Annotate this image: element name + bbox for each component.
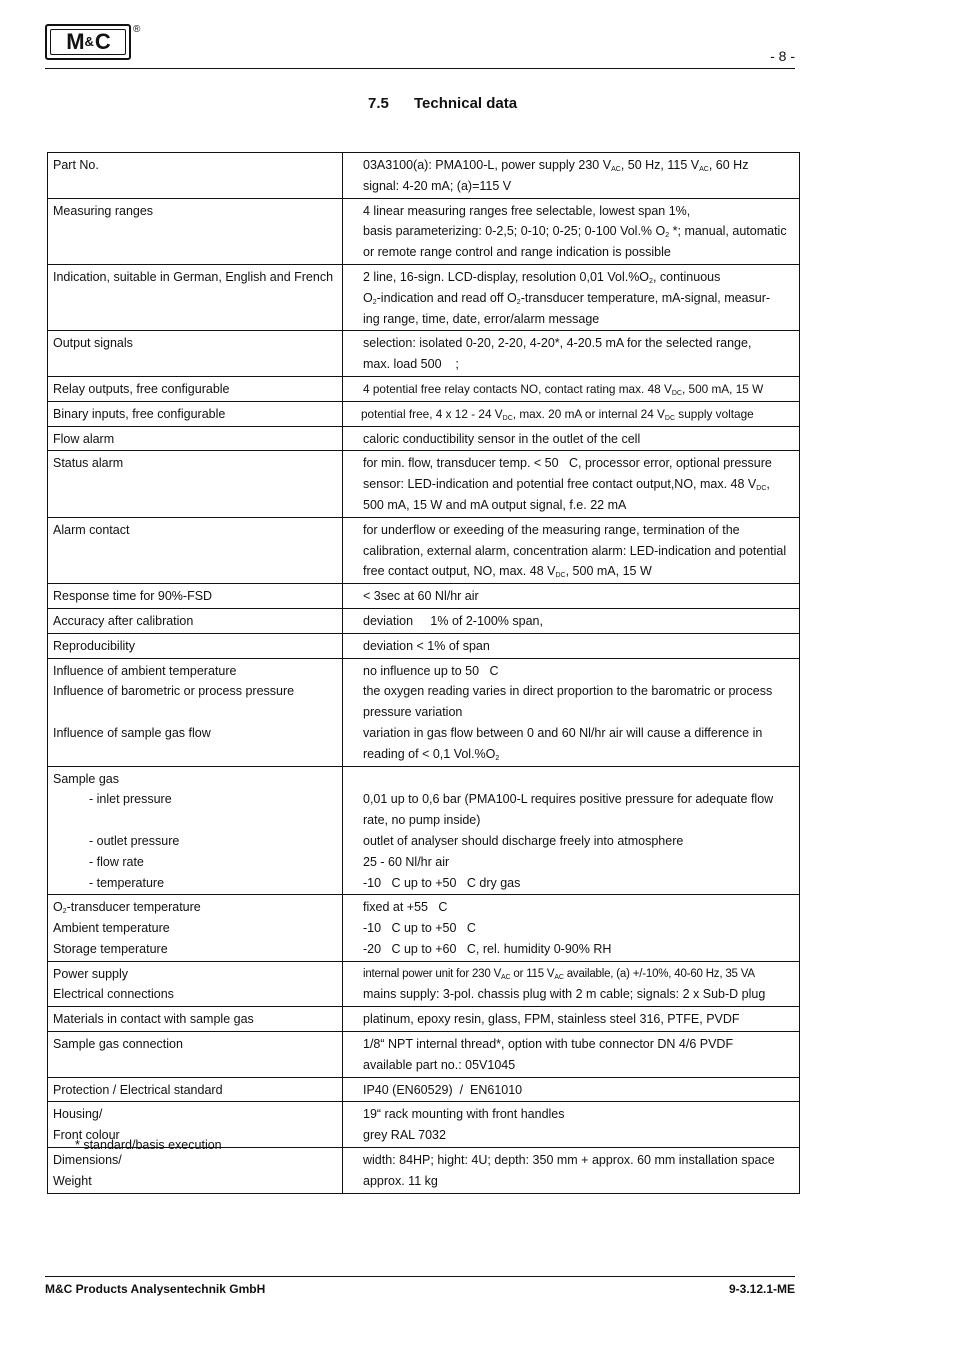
spec-label: Ambient temperature xyxy=(53,921,170,936)
spec-label-cell xyxy=(48,1077,343,1102)
spec-value-cell xyxy=(343,1077,800,1102)
spec-value-cell xyxy=(343,658,800,766)
spec-label: Part No. xyxy=(53,158,99,172)
label-text: O xyxy=(53,900,63,915)
spec-value: for min. flow, transducer temp. < 50 C, processor error, optional pressure xyxy=(363,456,772,471)
spec-label-cell xyxy=(48,264,343,330)
value-text: supply voltage xyxy=(675,406,754,421)
header-divider xyxy=(45,68,795,69)
spec-value-cell xyxy=(343,1032,800,1078)
table-row xyxy=(48,401,800,426)
table-row xyxy=(48,1148,800,1194)
table-row xyxy=(48,633,800,658)
spec-value: < 3sec at 60 Nl/hr air xyxy=(363,589,479,604)
spec-label-spacer xyxy=(53,810,337,831)
subscript: DC xyxy=(555,572,566,580)
spec-value: for underflow or exeeding of the measuring range, termination of the xyxy=(363,522,740,537)
table-row xyxy=(48,1032,800,1078)
spec-value xyxy=(363,744,794,765)
spec-label: Dimensions/ xyxy=(53,1153,122,1168)
spec-value-cell xyxy=(343,451,800,517)
table-row xyxy=(48,658,800,766)
subscript: 2 xyxy=(516,298,521,306)
spec-value: deviation 1% of 2-100% span, xyxy=(363,613,543,628)
spec-value: -10 C up to +50 C dry gas xyxy=(363,875,521,890)
spec-label-cell xyxy=(48,451,343,517)
spec-label: Binary inputs, free configurable xyxy=(53,406,226,421)
spec-value: fixed at +55 C xyxy=(363,900,448,915)
spec-sublabel: - inlet pressure xyxy=(89,792,172,807)
spec-label-cell xyxy=(48,517,343,583)
footer-company: M&C Products Analysentechnik GmbH xyxy=(45,1282,266,1296)
spec-label-cell xyxy=(48,633,343,658)
technical-data-table xyxy=(47,152,800,1194)
spec-value-cell xyxy=(343,1102,800,1148)
spec-value: 19“ rack mounting with front handles xyxy=(363,1107,565,1122)
subscript: DC xyxy=(671,389,682,397)
spec-label-spacer xyxy=(53,702,337,723)
table-row xyxy=(48,895,800,961)
spec-value: width: 84HP; hight: 4U; depth: 350 mm + approx. 60 mm installation space xyxy=(363,1153,775,1168)
logo-lettering xyxy=(50,29,126,55)
spec-label-cell xyxy=(48,198,343,264)
table-row xyxy=(48,584,800,609)
subscript: AC xyxy=(501,973,511,981)
spec-value: signal: 4-20 mA; (a)=115 V xyxy=(363,178,512,193)
spec-value: pressure variation xyxy=(363,705,463,720)
spec-value: selection: isolated 0-20, 2-20, 4-20*, 4-20.5 mA for the selected range, xyxy=(363,336,752,351)
spec-value: platinum, epoxy resin, glass, FPM, stainless steel 316, PTFE, PVDF xyxy=(363,1012,740,1027)
spec-value xyxy=(363,561,794,582)
spec-sublabel: - outlet pressure xyxy=(89,833,180,848)
label-text: -transducer temperature xyxy=(66,900,201,915)
spec-value-cell xyxy=(343,264,800,330)
table-row xyxy=(48,961,800,1007)
spec-value xyxy=(361,404,794,425)
value-text: , max. 20 mA or internal 24 V xyxy=(512,406,665,421)
spec-sublabel: - temperature xyxy=(89,875,165,890)
spec-label-cell xyxy=(48,584,343,609)
value-text: -transducer temperature, mA-signal, measur- xyxy=(520,290,771,305)
value-text: , xyxy=(766,477,770,492)
spec-label-cell xyxy=(48,401,343,426)
spec-value: available part no.: 05V1045 xyxy=(363,1057,516,1072)
spec-label: Influence of barometric or process pressure xyxy=(53,684,295,699)
table-row xyxy=(48,264,800,330)
spec-value: 25 - 60 Nl/hr air xyxy=(363,854,450,869)
spec-label-cell xyxy=(48,895,343,961)
spec-value xyxy=(363,288,794,309)
spec-value: 500 mA, 15 W and mA output signal, f.e. 22 mA xyxy=(363,497,627,512)
value-text: free contact output, NO, max. 48 V xyxy=(363,564,556,579)
spec-label-cell xyxy=(48,658,343,766)
spec-value: mains supply: 3-pol. chassis plug with 2 m cable; signals: 2 x Sub-D plug xyxy=(363,987,766,1002)
spec-label: Materials in contact with sample gas xyxy=(53,1012,254,1027)
spec-label xyxy=(53,897,337,918)
spec-sublabel: - flow rate xyxy=(89,854,144,869)
subscript: DC xyxy=(502,414,513,422)
spec-value-cell xyxy=(343,198,800,264)
spec-value-cell xyxy=(343,517,800,583)
registered-mark: ® xyxy=(133,24,141,35)
spec-value-cell xyxy=(343,633,800,658)
spec-value: deviation < 1% of span xyxy=(363,638,490,653)
spec-label: Power supply xyxy=(53,966,129,981)
spec-label: Accuracy after calibration xyxy=(53,613,194,628)
spec-value: -20 C up to +60 C, rel. humidity 0-90% RH xyxy=(363,941,612,956)
spec-label: Response time for 90%-FSD xyxy=(53,589,213,604)
spec-value xyxy=(363,221,794,242)
spec-value-cell xyxy=(343,584,800,609)
table-row xyxy=(48,426,800,451)
table-row xyxy=(48,517,800,583)
value-text: 4 potential free relay contacts NO, contact rating max. 48 V xyxy=(363,381,672,396)
spec-label-cell xyxy=(48,1032,343,1078)
spec-value-cell xyxy=(343,608,800,633)
spec-label-cell xyxy=(48,961,343,1007)
value-text: , 60 Hz xyxy=(708,158,749,172)
table-row xyxy=(48,198,800,264)
footer-doc-number: 9-3.12.1-ME xyxy=(728,1282,795,1296)
logo-letter-m: M xyxy=(66,29,84,54)
spec-label: Sample gas connection xyxy=(53,1037,183,1052)
spec-value-cell xyxy=(343,376,800,401)
spec-value: variation in gas flow between 0 and 60 Nl/hr air will cause a difference in xyxy=(363,725,763,740)
subscript: 2 xyxy=(62,908,67,916)
spec-label-cell xyxy=(48,153,343,199)
value-text: 03A3100(a): PMA100-L, power supply 230 V xyxy=(363,158,612,172)
spec-value-spacer xyxy=(363,769,794,790)
spec-value-cell xyxy=(343,766,800,895)
spec-value: IP40 (EN60529) / EN61010 xyxy=(363,1082,523,1097)
spec-label-cell xyxy=(48,1148,343,1194)
table-row xyxy=(48,766,800,895)
spec-label: Housing/ xyxy=(53,1107,103,1122)
spec-label: Electrical connections xyxy=(53,987,174,1002)
spec-label: Protection / Electrical standard xyxy=(53,1082,223,1097)
table-row xyxy=(48,1007,800,1032)
table-row xyxy=(48,608,800,633)
spec-label: Influence of sample gas flow xyxy=(53,725,211,740)
value-text: internal power unit for 230 V xyxy=(363,967,502,980)
spec-value-cell xyxy=(343,1148,800,1194)
spec-label-cell xyxy=(48,426,343,451)
table-row xyxy=(48,1077,800,1102)
subscript: DC xyxy=(664,414,676,422)
spec-value: the oxygen reading varies in direct proportion to the baromatric or process xyxy=(363,684,773,699)
table-row xyxy=(48,376,800,401)
value-text: , 50 Hz, 115 V xyxy=(620,158,700,172)
spec-label: Influence of ambient temperature xyxy=(53,663,237,678)
spec-value-cell xyxy=(343,1007,800,1032)
spec-value-cell xyxy=(343,895,800,961)
spec-label: Reproducibility xyxy=(53,638,135,653)
spec-label: Alarm contact xyxy=(53,522,130,537)
value-text: basis parameterizing: 0-2,5; 0-10; 0-25; 0-100 Vol.% O xyxy=(363,224,666,239)
spec-value: -10 C up to +50 C xyxy=(363,921,476,936)
spec-label-cell xyxy=(48,608,343,633)
spec-value: ing range, time, date, error/alarm message xyxy=(363,311,600,326)
spec-label-cell xyxy=(48,331,343,377)
spec-value: or remote range control and range indication is possible xyxy=(363,245,671,260)
spec-label: Measuring ranges xyxy=(53,203,154,218)
spec-value: 4 linear measuring ranges free selectable, lowest span 1%, xyxy=(363,203,691,218)
spec-value: caloric conductibility sensor in the outlet of the cell xyxy=(363,431,641,446)
section-title: Technical data xyxy=(414,95,518,112)
spec-label: Indication, suitable in German, English and French xyxy=(53,269,334,284)
section-heading xyxy=(368,95,517,112)
spec-label: Output signals xyxy=(53,336,133,351)
value-text: potential free, 4 x 12 - 24 V xyxy=(361,406,503,421)
spec-value-cell xyxy=(343,426,800,451)
table-row xyxy=(48,331,800,377)
footer-divider xyxy=(45,1276,795,1277)
table-row xyxy=(48,153,800,199)
spec-value xyxy=(363,155,794,176)
subscript: DC xyxy=(756,485,767,493)
subscript: AC xyxy=(699,166,709,173)
spec-label: Status alarm xyxy=(53,456,124,471)
value-text: , 500 mA, 15 W xyxy=(681,381,764,396)
spec-value xyxy=(363,267,794,288)
spec-label: Sample gas xyxy=(53,771,120,786)
page-number: - 8 - xyxy=(770,48,795,64)
subscript: AC xyxy=(611,166,621,173)
footnote: * standard/basis execution xyxy=(75,1138,222,1152)
spec-label: Flow alarm xyxy=(53,431,115,446)
subscript: 2 xyxy=(665,232,670,240)
spec-value-cell xyxy=(343,961,800,1007)
value-text: available, (a) +/-10%, 40-60 Hz, 35 VA xyxy=(563,967,755,980)
spec-label: Weight xyxy=(53,1173,92,1188)
value-text: reading of < 0,1 Vol.%O xyxy=(363,746,496,761)
logo-ampersand: & xyxy=(84,33,94,49)
spec-value xyxy=(363,964,794,985)
table-row xyxy=(48,451,800,517)
value-text: -indication and read off O xyxy=(376,290,517,305)
value-text: sensor: LED-indication and potential free contact output,NO, max. 48 V xyxy=(363,477,757,492)
spec-label-cell xyxy=(48,1007,343,1032)
spec-value: max. load 500 ; xyxy=(363,357,459,372)
spec-label: Storage temperature xyxy=(53,941,168,956)
spec-value-cell xyxy=(343,331,800,377)
subscript: 2 xyxy=(649,277,653,285)
value-text: , 500 mA, 15 W xyxy=(565,564,652,579)
section-number: 7.5 xyxy=(368,95,389,112)
spec-value: rate, no pump inside) xyxy=(363,813,481,828)
spec-value: calibration, external alarm, concentration alarm: LED-indication and potential xyxy=(363,543,787,558)
spec-value: no influence up to 50 C xyxy=(363,663,499,678)
value-text: *; manual, automatic xyxy=(669,224,787,239)
subscript: 2 xyxy=(495,754,500,762)
subscript: 2 xyxy=(372,298,377,306)
subscript: AC xyxy=(554,973,564,981)
spec-value: 0,01 up to 0,6 bar (PMA100-L requires positive pressure for adequate flow xyxy=(363,792,774,807)
logo-letter-c: C xyxy=(94,29,110,54)
value-text: O xyxy=(363,290,373,305)
spec-label-cell xyxy=(48,376,343,401)
value-text: , continuous xyxy=(652,269,721,284)
spec-value: outlet of analyser should discharge freely into atmosphere xyxy=(363,833,684,848)
spec-label: Relay outputs, free configurable xyxy=(53,381,230,396)
spec-value xyxy=(363,474,794,495)
spec-label-cell xyxy=(48,766,343,895)
spec-value-cell xyxy=(343,401,800,426)
value-text: or 115 V xyxy=(510,967,555,980)
spec-value xyxy=(363,379,794,400)
spec-value: grey RAL 7032 xyxy=(363,1128,446,1143)
spec-value-cell xyxy=(343,153,800,199)
company-logo xyxy=(45,24,131,60)
spec-value: 1/8“ NPT internal thread*, option with tube connector DN 4/6 PVDF xyxy=(363,1037,734,1052)
spec-label: Front colour xyxy=(53,1128,120,1143)
value-text: 2 line, 16-sign. LCD-display, resolution 0,01 Vol.%O xyxy=(363,269,650,284)
spec-value: approx. 11 kg xyxy=(363,1173,438,1188)
